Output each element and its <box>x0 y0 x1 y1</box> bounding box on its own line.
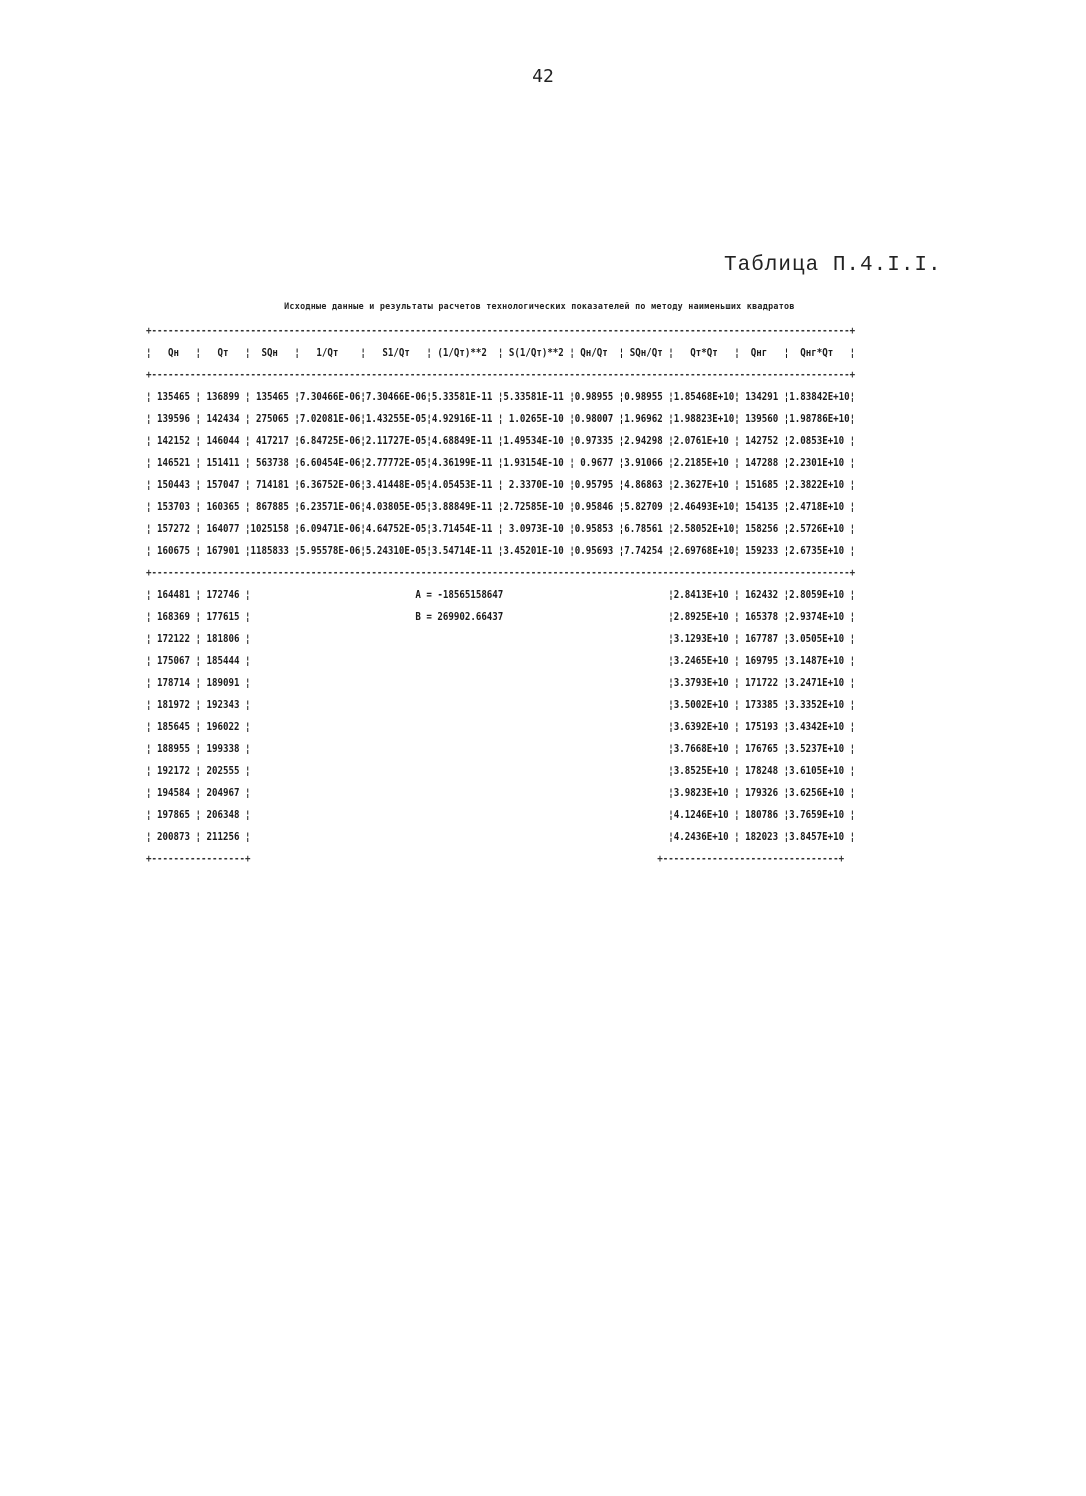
table-cell: 4.36199E-11 <box>431 456 498 469</box>
table-cell: 2.0853E+10 <box>789 434 850 447</box>
table-cell: 2.4718E+10 <box>789 500 850 513</box>
table-cell: 181806 <box>200 632 245 645</box>
table-cell: 167901 <box>200 544 245 557</box>
table-cell: 2.46493E+10 <box>673 500 735 513</box>
table-cell: 1.83842E+10 <box>789 390 850 403</box>
table-cell: 0.95846 <box>574 500 619 513</box>
printout-table: +-------------------------------------------------------------------------------------------------------------------------------+ ¦ Qн ¦ Qт ¦ SQн ¦ 1/Qт ¦ S1/Qт ¦ (1/Qт)**2 ¦ S(1/Qт)**2 ¦ Qн/Qт ¦ SQн/Qт ¦ Qт*Qт ¦ Qнг ¦ Qнг*Qт ¦ +-------------------------------------------------------------------------------------------------------------------------------+ ¦ 135465 ¦ 136899 ¦ 135465 ¦7.30466E-06¦7.30466E-06¦5.33581E-11 ¦5.33581E-11 ¦0.98955 ¦0.98955 ¦1.85468E+10¦ 134291 ¦1.83842E+10¦ ¦ 139596 ¦ 142434 ¦ 275065 ¦7.02081E-06¦1.43255E-05¦4.92916E-11 ¦ 1.0265E-10 ¦0.98007 ¦1.96962 ¦1.98823E+10¦ 139560 ¦1.98786E+10¦ ¦ 142152 ¦ 146044 ¦ 417217 ¦6.84725E-06¦2.11727E-05¦4.68849E-11 ¦1.49534E-10 ¦0.97335 ¦2.94298 ¦2.0761E+10 ¦ 142752 ¦2.0853E+10 ¦ ¦ 146521 ¦ 151411 ¦ 563738 ¦6.60454E-06¦2.77772E-05¦4.36199E-11 ¦1.93154E-10 ¦ 0.9677 ¦3.91066 ¦2.2185E+10 ¦ 147288 ¦2.2301E+10 ¦ ¦ 150443 ¦ 157047 ¦ 714181 ¦6.36752E-06¦3.41448E-05¦4.05453E-11 ¦ 2.3370E-10 ¦0.95795 ¦4.86863 ¦2.3627E+10 ¦ 151685 ¦2.3822E+10 ¦ ¦ 153703 ¦ 160365 ¦ 867885 ¦6.23571E-06¦4.03805E-05¦3.88849E-11 ¦2.72585E-10 ¦0.95846 ¦5.82709 ¦2.46493E+10¦ 154135 ¦2.4718E+10 ¦ ¦ 157272 ¦ 164077 ¦1025158 ¦6.09471E-06¦4.64752E-05¦3.71454E-11 ¦ 3.0973E-10 ¦0.95853 ¦6.78561 ¦2.58052E+10¦ 158256 ¦2.5726E+10 ¦ ¦ 160675 ¦ 167901 ¦1185833 ¦5.95578E-06¦5.24310E-05¦3.54714E-11 ¦3.45201E-10 ¦0.95693 ¦7.74254 ¦2.69768E+10¦ 159233 ¦2.6735E+10 ¦ +-------------------------------------------------------------------------------------------------------------------------------+ ¦ 164481 ¦ 172746 ¦ A = -18565158647 ¦2.8413E+10 ¦ 162432 ¦2.8059E+10 ¦ ¦ 168369 ¦ 177615 ¦ B = 269902.66437 ¦2.8925E+10 ¦ 165378 ¦2.9374E+10 ¦ ¦ 172122 ¦ 181806 ¦ ¦3.1293E+10 ¦ 167787 ¦3.0505E+10 ¦ ¦ 175067 ¦ 185444 ¦ ¦3.2465E+10 ¦ 169795 ¦3.1487E+10 ¦ ¦ 178714 ¦ 189091 ¦ ¦3.3793E+10 ¦ 171722 ¦3.2471E+10 ¦ ¦ 181972 ¦ 192343 ¦ ¦3.5002E+10 ¦ 173385 ¦3.3352E+10 ¦ ¦ 185645 ¦ 196022 ¦ ¦3.6392E+10 ¦ 175193 ¦3.4342E+10 ¦ ¦ 188955 ¦ 199338 ¦ ¦3.7668E+10 ¦ 176765 ¦3.5237E+10 ¦ ¦ 192172 ¦ 202555 ¦ ¦3.8525E+10 ¦ 178248 ¦3.6105E+10 ¦ ¦ 194584 ¦ 204967 ¦ ¦3.9823E+10 ¦ 179326 ¦3.6256E+10 ¦ ¦ 197865 ¦ 206348 ¦ ¦4.1246E+10 ¦ 180786 ¦3.7659E+10 ¦ ¦ 200873 ¦ 211256 ¦ ¦4.2436E+10 ¦ 182023 ¦3.8457E+10 ¦ +-----------------+ +--------------------------------+ <box>146 324 856 865</box>
table-cell: 2.9374E+10 <box>789 610 850 623</box>
table-rule: +-------------------------------------------------------------------------------------------------------------------------------+ <box>146 324 856 337</box>
table-cell: 6.09471E-06 <box>299 522 361 535</box>
table-cell: 714181 <box>250 478 295 491</box>
table-cell: 2.5726E+10 <box>789 522 850 535</box>
table-cell: 4.05453E-11 <box>431 478 498 491</box>
table-cell: 142752 <box>739 434 784 447</box>
table-cell: 0.95853 <box>574 522 619 535</box>
table-cell: 150443 <box>151 478 196 491</box>
table-cell: 154135 <box>739 500 784 513</box>
table-cell: 0.98955 <box>574 390 619 403</box>
table-rule: +-------------------------------------------------------------------------------------------------------------------------------+ <box>146 368 856 381</box>
header-cell: Qн/Qт <box>574 346 619 359</box>
table-cell: 3.7668E+10 <box>673 742 735 755</box>
table-cell: 2.77772E-05 <box>365 456 427 469</box>
table-cell: 2.3627E+10 <box>673 478 735 491</box>
table-cell: 3.1487E+10 <box>789 654 850 667</box>
table-cell: 182023 <box>739 830 784 843</box>
table-cell: 159233 <box>739 544 784 557</box>
table-label: Таблица П.4.I.I. <box>724 254 942 277</box>
table-cell: 3.0505E+10 <box>789 632 850 645</box>
table-cell: 0.98955 <box>624 390 669 403</box>
table-cell: 164481 <box>151 588 196 601</box>
table-cell: 6.60454E-06 <box>299 456 361 469</box>
table-cell: 164077 <box>200 522 245 535</box>
table-cell: 3.4342E+10 <box>789 720 850 733</box>
table-cell: 3.6256E+10 <box>789 786 850 799</box>
header-cell: Qнг*Qт <box>789 346 850 359</box>
table-cell: 1.49534E-10 <box>503 434 570 447</box>
table-cell: 6.36752E-06 <box>299 478 361 491</box>
table-caption: Исходные данные и результаты расчетов технологических показателей по методу наименьших квадратов <box>284 302 795 312</box>
table-cell: 275065 <box>250 412 295 425</box>
table-cell: 3.88849E-11 <box>431 500 498 513</box>
table-cell: 1.98786E+10 <box>789 412 850 425</box>
table-cell: 6.78561 <box>624 522 669 535</box>
table-cell: 3.5237E+10 <box>789 742 850 755</box>
table-cell: 206348 <box>200 808 245 821</box>
header-cell: Qт <box>200 346 245 359</box>
table-cell: 142152 <box>151 434 196 447</box>
table-rule: +-----------------+ +--------------------------------+ <box>146 852 845 865</box>
table-cell: 5.33581E-11 <box>503 390 570 403</box>
table-cell: 3.7659E+10 <box>789 808 850 821</box>
table-cell: 175067 <box>151 654 196 667</box>
table-cell: 3.6105E+10 <box>789 764 850 777</box>
table-cell: 194584 <box>151 786 196 799</box>
table-cell: 2.6735E+10 <box>789 544 850 557</box>
header-cell: Qнг <box>739 346 784 359</box>
table-cell: 0.95693 <box>574 544 619 557</box>
table-cell: 1.93154E-10 <box>503 456 570 469</box>
table-cell: 3.2465E+10 <box>673 654 735 667</box>
table-cell: 204967 <box>200 786 245 799</box>
table-cell: 2.0761E+10 <box>673 434 735 447</box>
table-cell: 3.6392E+10 <box>673 720 735 733</box>
table-cell: 142434 <box>200 412 245 425</box>
table-cell: 5.95578E-06 <box>299 544 361 557</box>
table-cell: 0.97335 <box>574 434 619 447</box>
table-cell: 169795 <box>739 654 784 667</box>
table-cell: 2.8925E+10 <box>673 610 735 623</box>
header-cell: Qн <box>151 346 196 359</box>
table-cell: 7.02081E-06 <box>299 412 361 425</box>
table-cell: 139560 <box>739 412 784 425</box>
header-cell: SQн <box>250 346 295 359</box>
table-cell: 173385 <box>739 698 784 711</box>
table-cell: 0.9677 <box>574 456 619 469</box>
table-cell: 3.2471E+10 <box>789 676 850 689</box>
table-cell: 2.94298 <box>624 434 669 447</box>
table-cell: 134291 <box>739 390 784 403</box>
table-cell: 153703 <box>151 500 196 513</box>
table-cell: 4.1246E+10 <box>673 808 735 821</box>
table-cell: 5.24310E-05 <box>365 544 427 557</box>
header-cell: SQн/Qт <box>624 346 669 359</box>
table-cell: 7.30466E-06 <box>365 390 427 403</box>
table-cell: 160365 <box>200 500 245 513</box>
table-cell: 192172 <box>151 764 196 777</box>
table-cell: 5.82709 <box>624 500 669 513</box>
table-cell: 151411 <box>200 456 245 469</box>
table-cell: 3.3793E+10 <box>673 676 735 689</box>
header-cell: S1/Qт <box>365 346 427 359</box>
table-cell: 7.74254 <box>624 544 669 557</box>
table-cell: 4.03805E-05 <box>365 500 427 513</box>
table-cell: 1.0265E-10 <box>503 412 570 425</box>
table-cell: 1.43255E-05 <box>365 412 427 425</box>
table-cell: 2.69768E+10 <box>673 544 735 557</box>
table-cell: 177615 <box>200 610 245 623</box>
table-cell: 0.98007 <box>574 412 619 425</box>
table-cell: 4.86863 <box>624 478 669 491</box>
table-cell: 1.85468E+10 <box>673 390 735 403</box>
table-cell: 1.98823E+10 <box>673 412 735 425</box>
table-cell: 1.96962 <box>624 412 669 425</box>
table-cell: 2.8413E+10 <box>673 588 735 601</box>
table-cell: 167787 <box>739 632 784 645</box>
table-cell: 3.0973E-10 <box>503 522 570 535</box>
table-cell: 179326 <box>739 786 784 799</box>
table-cell: 1185833 <box>250 544 295 557</box>
table-cell: 3.54714E-11 <box>431 544 498 557</box>
table-cell: 6.84725E-06 <box>299 434 361 447</box>
table-cell: 160675 <box>151 544 196 557</box>
table-cell: 157047 <box>200 478 245 491</box>
table-cell: 5.33581E-11 <box>431 390 498 403</box>
table-cell: 196022 <box>200 720 245 733</box>
table-cell: 4.68849E-11 <box>431 434 498 447</box>
table-cell: 172746 <box>200 588 245 601</box>
table-cell: 175193 <box>739 720 784 733</box>
table-cell: 178248 <box>739 764 784 777</box>
coefficient-a: A = -18565158647 <box>250 588 669 601</box>
table-cell: 199338 <box>200 742 245 755</box>
header-cell: Qт*Qт <box>673 346 735 359</box>
table-cell: 168369 <box>151 610 196 623</box>
table-cell: 2.8059E+10 <box>789 588 850 601</box>
table-cell: 2.58052E+10 <box>673 522 735 535</box>
table-cell: 188955 <box>151 742 196 755</box>
table-cell: 185444 <box>200 654 245 667</box>
table-cell: 2.3822E+10 <box>789 478 850 491</box>
table-cell: 3.9823E+10 <box>673 786 735 799</box>
table-cell: 3.8525E+10 <box>673 764 735 777</box>
table-cell: 197865 <box>151 808 196 821</box>
table-cell: 211256 <box>200 830 245 843</box>
table-cell: 3.3352E+10 <box>789 698 850 711</box>
table-cell: 172122 <box>151 632 196 645</box>
table-cell: 147288 <box>739 456 784 469</box>
table-cell: 146521 <box>151 456 196 469</box>
table-cell: 867885 <box>250 500 295 513</box>
table-cell: 2.2185E+10 <box>673 456 735 469</box>
table-cell: 3.8457E+10 <box>789 830 850 843</box>
table-cell: 4.2436E+10 <box>673 830 735 843</box>
table-cell: 181972 <box>151 698 196 711</box>
table-cell: 135465 <box>151 390 196 403</box>
table-cell: 158256 <box>739 522 784 535</box>
table-cell: 139596 <box>151 412 196 425</box>
table-cell: 192343 <box>200 698 245 711</box>
page-number: 42 <box>532 66 554 87</box>
table-cell: 185645 <box>151 720 196 733</box>
table-cell: 136899 <box>200 390 245 403</box>
table-cell: 4.64752E-05 <box>365 522 427 535</box>
table-cell: 3.71454E-11 <box>431 522 498 535</box>
table-cell: 176765 <box>739 742 784 755</box>
table-cell: 180786 <box>739 808 784 821</box>
table-cell: 4.92916E-11 <box>431 412 498 425</box>
table-cell: 3.41448E-05 <box>365 478 427 491</box>
table-cell: 171722 <box>739 676 784 689</box>
table-cell: 7.30466E-06 <box>299 390 361 403</box>
table-cell: 6.23571E-06 <box>299 500 361 513</box>
table-cell: 1025158 <box>250 522 295 535</box>
table-cell: 178714 <box>151 676 196 689</box>
table-cell: 189091 <box>200 676 245 689</box>
table-cell: 151685 <box>739 478 784 491</box>
table-cell: 157272 <box>151 522 196 535</box>
table-cell: 3.1293E+10 <box>673 632 735 645</box>
table-cell: 0.95795 <box>574 478 619 491</box>
table-cell: 202555 <box>200 764 245 777</box>
table-cell: 3.5002E+10 <box>673 698 735 711</box>
table-cell: 200873 <box>151 830 196 843</box>
table-cell: 135465 <box>250 390 295 403</box>
header-cell: S(1/Qт)**2 <box>503 346 570 359</box>
table-cell: 563738 <box>250 456 295 469</box>
table-cell: 417217 <box>250 434 295 447</box>
table-cell: 2.2301E+10 <box>789 456 850 469</box>
table-rule: +-------------------------------------------------------------------------------------------------------------------------------+ <box>146 566 856 579</box>
header-cell: (1/Qт)**2 <box>431 346 498 359</box>
table-cell: 165378 <box>739 610 784 623</box>
table-cell: 2.3370E-10 <box>503 478 570 491</box>
header-cell: 1/Qт <box>299 346 361 359</box>
table-cell: 3.91066 <box>624 456 669 469</box>
table-cell: 2.72585E-10 <box>503 500 570 513</box>
table-cell: 162432 <box>739 588 784 601</box>
coefficient-b: B = 269902.66437 <box>250 610 669 623</box>
table-cell: 146044 <box>200 434 245 447</box>
table-cell: 3.45201E-10 <box>503 544 570 557</box>
table-cell: 2.11727E-05 <box>365 434 427 447</box>
